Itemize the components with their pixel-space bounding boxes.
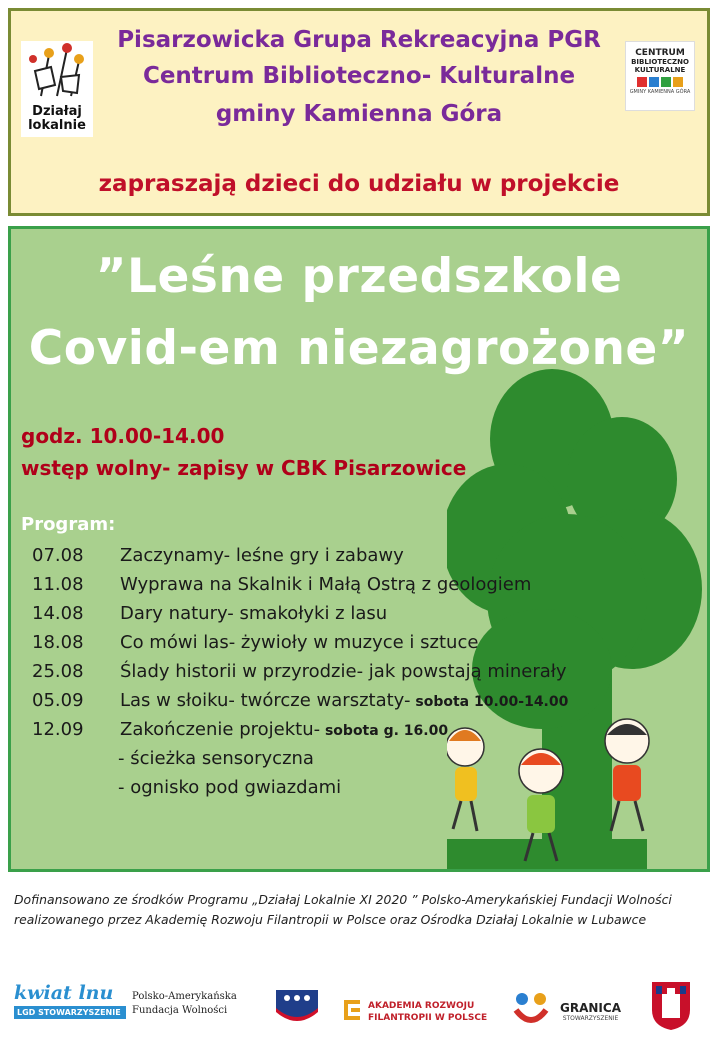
program-date: 07.08: [32, 545, 84, 566]
program-text: Zakończenie projektu- sobota g. 16.00: [120, 719, 449, 740]
granica-logo: [560, 1002, 621, 1022]
program-text: Zaczynamy- leśne gry i zabawy: [120, 545, 404, 566]
logo-left-line2: lokalnie: [28, 118, 86, 133]
funding-note: [14, 890, 706, 930]
invitation-text: zapraszają dzieci do udziału w projekcie: [98, 171, 620, 197]
cbk-logo-line3: KULTURALNE: [634, 66, 686, 74]
header-line-2: Centrum Biblioteczno- Kulturalne: [142, 63, 576, 89]
pafw-line2: Fundacja Wolności: [132, 1005, 228, 1016]
akademia-line1: AKADEMIA ROZWOJU: [368, 1001, 475, 1011]
sub-item: - ścieżka sensoryczna: [118, 748, 314, 769]
akademia-icon: [342, 998, 362, 1022]
header-panel: [8, 8, 710, 216]
funding-line-1: Dofinansowano ze środków Programu „Działaj Lokalnie XI 2020 ” Polsko-Amerykańskiej Fundacji Wolności: [14, 892, 672, 907]
program-text: Wyprawa na Skalnik i Małą Ostrą z geologiem: [120, 574, 532, 595]
program-text: Las w słoiku- twórcze warsztaty- sobota 10.00-14.00: [120, 690, 569, 711]
sub-item: - ognisko pod gwiazdami: [118, 777, 342, 798]
tree-icon: [447, 369, 707, 869]
program-date: 14.08: [32, 603, 84, 624]
granica-line1: GRANICA: [560, 1001, 621, 1015]
program-date: 11.08: [32, 574, 84, 595]
kwiat-lnu-logo: [14, 982, 126, 1026]
main-panel: [8, 226, 710, 872]
program-text: Co mówi las- żywioły w muzyce i sztuce: [120, 632, 479, 653]
cbk-logo-line2: BIBLIOTECZNO: [631, 58, 689, 66]
funding-line-2: realizowanego przez Akademię Rozwoju Filantropii w Polsce oraz Ośrodka Działaj Lokalnie w Lubawce: [14, 912, 647, 927]
kwiat-lnu-line2: LGD STOWARZYSZENIE: [14, 1006, 126, 1019]
opening-hours: godz. 10.00-14.00: [21, 424, 225, 448]
program-text: Ślady historii w przyrodzie- jak powstają minerały: [120, 661, 567, 682]
program-date: 05.09: [32, 690, 84, 711]
cbk-logo: [625, 41, 695, 111]
title-line-1: ”Leśne przedszkole: [95, 249, 623, 304]
akademia-logo: [368, 1000, 487, 1024]
program-text: Dary natury- smakołyki z lasu: [120, 603, 388, 624]
program-date: 12.09: [32, 719, 84, 740]
program-date: 18.08: [32, 632, 84, 653]
akademia-line2: FILANTROPII W POLSCE: [368, 1013, 488, 1023]
kwiat-lnu-line1: kwiat lnu: [14, 982, 114, 1004]
pafw-line1: Polsko-Amerykańska: [132, 991, 237, 1002]
program-date: 25.08: [32, 661, 84, 682]
granica-icon: [512, 990, 550, 1028]
program-label: Program:: [21, 514, 116, 535]
header-line-1: Pisarzowicka Grupa Rekreacyjna PGR: [117, 27, 601, 53]
logo-left-line1: Działaj: [32, 104, 82, 119]
pafw-emblem-icon: [272, 986, 322, 1030]
granica-line2: STOWARZYSZENIE: [562, 1015, 619, 1022]
pafw-logo: [132, 990, 264, 1018]
cbk-logo-line4: GMINY KAMIENNA GÓRA: [629, 89, 691, 95]
header-line-3: gminy Kamienna Góra: [215, 101, 503, 127]
coat-of-arms-icon: [650, 980, 692, 1032]
books-icon: [626, 77, 694, 87]
cbk-logo-line1: CENTRUM: [635, 48, 685, 58]
sponsor-logos: [0, 976, 720, 1036]
entry-info: wstęp wolny- zapisy w CBK Pisarzowice: [21, 456, 467, 480]
title-line-2: Covid-em niezagrożone”: [28, 321, 690, 376]
